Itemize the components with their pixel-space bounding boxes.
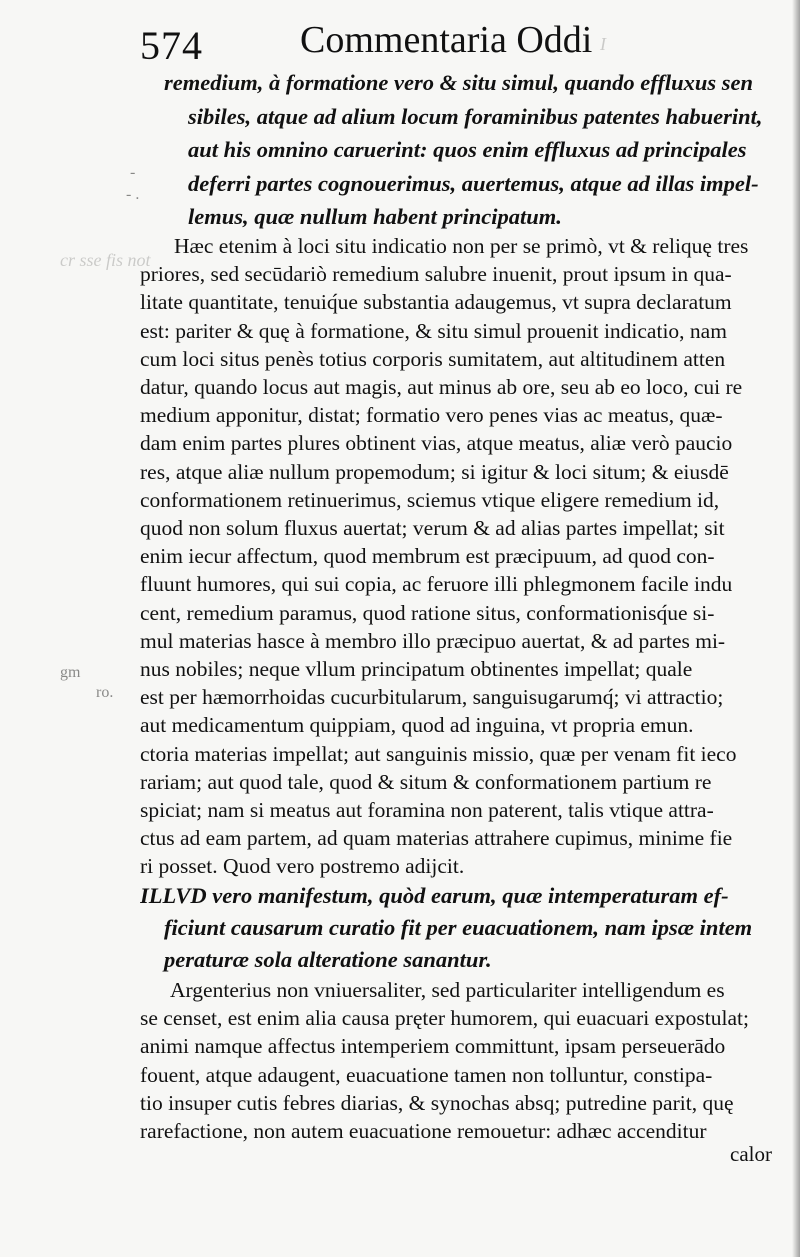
- margin-mark: - .: [126, 186, 140, 203]
- italic-lemma-paragraph: [140, 880, 788, 976]
- text-line: enim iecur affectum, quod membrum est præcipuum, ad quod con-: [140, 544, 715, 569]
- text-line: ri posset. Quod vero postremo adijcit.: [140, 854, 465, 879]
- text-line: aut his omnino caruerint: quos enim effluxus ad principales: [188, 137, 747, 162]
- text-line: peraturæ sola alteratione sanantur.: [164, 947, 492, 972]
- text-line: ficiunt causarum curatio fit per euacuationem, nam ipsæ intem: [164, 915, 753, 940]
- text-line: fouent, atque adaugent, euacuatione tamen non tolluntur, constipa-: [140, 1062, 713, 1087]
- bleed-through-text: I: [600, 34, 606, 54]
- text-line: quod non solum fluxus auertat; verum & ad alias partes impellat; sit: [140, 516, 725, 541]
- margin-mark: ro.: [96, 684, 114, 701]
- text-line: se censet, est enim alia causa pręter humorem, qui euacuari expostulat;: [140, 1006, 749, 1031]
- page-header: [140, 18, 620, 70]
- text-line: ctus ad eam partem, ad quam materias attrahere cupimus, minime fie: [140, 826, 733, 851]
- text-line: litate quantitate, tenuiq́ue substantia adaugemus, vt supra declaratum: [140, 290, 732, 315]
- text-line: fluunt humores, qui sui copia, ac feruore illi phlegmonem facile indu: [140, 572, 733, 597]
- text-line: medium apponitur, distat; formatio vero penes vias ac meatus, quæ-: [140, 403, 723, 428]
- page-edge-shadow: [792, 0, 800, 1257]
- text-line: priores, sed secūdariò remedium salubre inuenit, prout ipsum in qua-: [140, 262, 732, 287]
- text-line: ctoria materias impellat; aut sanguinis missio, quæ per venam fit ieco: [140, 741, 737, 766]
- text-line: animi namque affectus intemperiem committunt, ipsam perseuerādo: [140, 1034, 726, 1059]
- bleed-through-text: cr sse fis not: [60, 250, 151, 270]
- text-line: Hæc etenim à loci situ indicatio non per se primò, vt & reliquę tres: [174, 234, 749, 258]
- text-line: mul materias hasce à membro illo præcipuo auertat, & ad partes mi-: [140, 628, 726, 653]
- margin-mark: gm: [60, 664, 81, 681]
- text-line: dam enim partes plures obtinent vias, atque meatus, aliæ verò paucio: [140, 431, 733, 456]
- text-line: res, atque aliæ nullum propemodum; si igitur & loci situm; & eiusdē: [140, 459, 729, 484]
- text-line: nus nobiles; neque vllum principatum obtinentes impellat; quale: [140, 657, 693, 682]
- page-number: 574: [140, 23, 203, 68]
- margin-mark: -: [130, 164, 136, 181]
- text-line: conformationem retinuerimus, sciemus vtique eligere remedium id,: [140, 487, 720, 512]
- text-line: cum loci situs penès totius corporis sumitatem, aut altitudinem atten: [140, 346, 726, 371]
- text-line: Argenterius non vniuersaliter, sed particulariter intelligendum es: [170, 978, 725, 1002]
- italic-paragraph-top: [164, 66, 788, 234]
- text-line: datur, quando locus aut magis, aut minus ab ore, seu ab eo loco, cui re: [140, 375, 743, 400]
- text-line: est: pariter & quę à formatione, & situ simul prouenit indicatio, nam: [140, 318, 727, 343]
- catchword: calor: [730, 1142, 772, 1166]
- text-line: spiciat; nam si meatus aut foramina non paterent, talis vtique attra-: [140, 798, 714, 823]
- commentary-paragraph-2: [140, 976, 788, 1145]
- text-line: remedium, à formatione vero & situ simul, quando effluxus sen: [164, 70, 754, 95]
- commentary-paragraph: [140, 232, 788, 881]
- text-line: rariam; aut quod tale, quod & situm & conformationem partium re: [140, 769, 712, 794]
- text-line: tio insuper cutis febres diarias, & synochas absq; putredine parit, quę: [140, 1090, 734, 1115]
- text-line: cent, remedium paramus, quod ratione situs, conformationisq́ue si-: [140, 600, 715, 625]
- text-line: est per hæmorrhoidas cucurbitularum, sanguisugarumq́; vi attractio;: [140, 685, 724, 710]
- running-title: Commentaria Oddi: [300, 19, 593, 61]
- text-line: deferri partes cognouerimus, auertemus, atque ad illas impel-: [188, 170, 759, 196]
- text-line: lemus, quæ nullum habent principatum.: [188, 204, 562, 229]
- text-line: ILLVD vero manifestum, quòd earum, quæ intemperaturam ef-: [140, 883, 729, 908]
- text-line: sibiles, atque ad alium locum foraminibus patentes habuerint,: [188, 103, 763, 129]
- text-line: rarefactione, non autem euacuatione remouetur: adhæc accenditur: [140, 1119, 707, 1144]
- text-line: aut medicamentum quippiam, quod ad inguina, vt propria emun.: [140, 713, 694, 738]
